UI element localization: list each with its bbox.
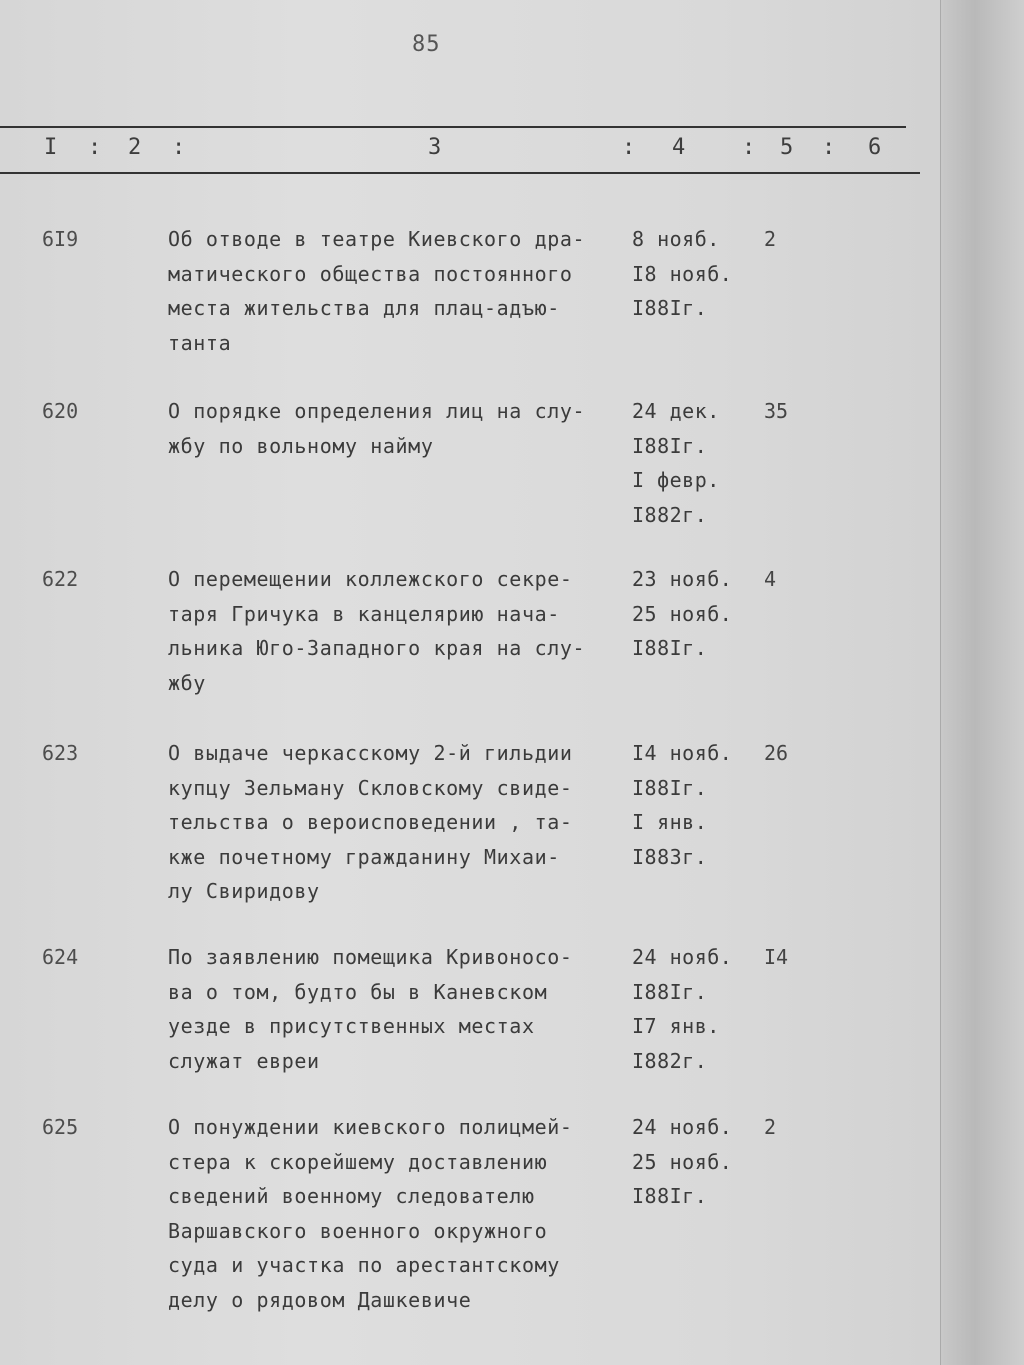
entry-sheet-count: 35 (764, 399, 789, 423)
date-line: I88Iг. (632, 979, 708, 1004)
description-line: танта (168, 330, 232, 355)
description-line: делу о рядовом Дашкевиче (168, 1287, 472, 1312)
entry-sheet-count: 26 (764, 741, 789, 765)
date-line: I8 нояб. (632, 261, 733, 286)
description-line: ва о том, будто бы в Каневском (168, 979, 548, 1004)
description-line: таря Гричука в канцелярию нача- (168, 601, 560, 626)
page-number: 85 (412, 32, 441, 57)
column-separator: : (822, 135, 836, 160)
column-separator: : (622, 135, 636, 160)
entry-number: 625 (42, 1115, 79, 1139)
entry-sheet-count: I4 (764, 945, 789, 969)
column-header-6: 6 (868, 135, 882, 160)
date-line: 8 нояб. (632, 227, 720, 251)
entry-dates (632, 394, 762, 532)
description-line: По заявлению помещика Кривоносо- (168, 945, 573, 969)
description-line: матического общества постоянного (168, 261, 573, 286)
entry-description (168, 940, 628, 1078)
entry-number: 6I9 (42, 227, 79, 251)
entry-description (168, 1110, 628, 1317)
description-line: Об отводе в театре Киевского дра- (168, 227, 586, 251)
date-line: I7 янв. (632, 1014, 720, 1038)
column-separator: : (742, 135, 756, 160)
description-line: купцу Зельману Скловскому свиде- (168, 775, 573, 800)
entry-dates (632, 940, 762, 1078)
description-line: уезде в присутственных местах (168, 1014, 535, 1038)
description-line: льника Юго-Западного края на слу- (168, 636, 586, 660)
entry-number: 622 (42, 567, 79, 591)
description-line: кже почетному гражданину Михаи- (168, 844, 560, 869)
date-line: 23 нояб. (632, 567, 733, 591)
entry-sheet-count: 2 (764, 227, 777, 251)
entry-sheet-count: 2 (764, 1115, 777, 1139)
description-line: О выдаче черкасскому 2-й гильдии (168, 741, 573, 765)
header-bottom-rule (0, 172, 920, 174)
description-line: места жительства для плац-адъю- (168, 296, 560, 320)
date-line: I882г. (632, 502, 708, 527)
column-header-4: 4 (672, 135, 686, 160)
date-line: 24 дек. (632, 399, 720, 423)
description-line: суда и участка по арестантскому (168, 1253, 560, 1277)
entry-description (168, 562, 628, 700)
description-line: сведений военному следователю (168, 1184, 535, 1208)
description-line: О понуждении киевского полицмей- (168, 1115, 573, 1139)
description-line: Варшавского военного окружного (168, 1218, 548, 1243)
date-line: 24 нояб. (632, 1115, 733, 1139)
description-line: лу Свиридову (168, 879, 320, 903)
date-line: I88Iг. (632, 636, 708, 660)
entry-description (168, 222, 628, 360)
date-line: 24 нояб. (632, 945, 733, 969)
description-line: тельства о вероисповедении , та- (168, 810, 573, 834)
entry-dates (632, 222, 762, 326)
entry-number: 623 (42, 741, 79, 765)
date-line: I4 нояб. (632, 741, 733, 765)
date-line: 25 нояб. (632, 601, 733, 626)
column-header-row (0, 135, 920, 165)
date-line: 25 нояб. (632, 1149, 733, 1174)
date-line: I883г. (632, 844, 708, 869)
date-line: I882г. (632, 1048, 708, 1073)
column-separator: : (88, 135, 102, 160)
entry-dates (632, 736, 762, 874)
entry-number: 624 (42, 945, 79, 969)
date-line: I88Iг. (632, 1184, 708, 1208)
date-line: I88Iг. (632, 775, 708, 800)
column-header-5: 5 (780, 135, 794, 160)
entry-description (168, 736, 628, 909)
entry-description (168, 394, 628, 463)
column-header-3: 3 (428, 135, 442, 160)
description-line: служат евреи (168, 1048, 320, 1073)
description-line: жбу по вольному найму (168, 433, 434, 458)
entry-dates (632, 1110, 762, 1214)
description-line: О порядке определения лиц на слу- (168, 399, 586, 423)
description-line: О перемещении коллежского секре- (168, 567, 573, 591)
date-line: I янв. (632, 810, 708, 834)
column-header-1: I (44, 135, 58, 160)
entry-sheet-count: 4 (764, 567, 777, 591)
date-line: I88Iг. (632, 296, 708, 320)
column-header-2: 2 (128, 135, 142, 160)
entry-dates (632, 562, 762, 666)
entry-number: 620 (42, 399, 79, 423)
description-line: стера к скорейшему доставлению (168, 1149, 548, 1174)
date-line: I88Iг. (632, 433, 708, 458)
column-separator: : (172, 135, 186, 160)
page-edge-shadow (940, 0, 1024, 1365)
description-line: жбу (168, 670, 206, 695)
date-line: I февр. (632, 468, 720, 492)
header-top-rule (0, 126, 906, 128)
